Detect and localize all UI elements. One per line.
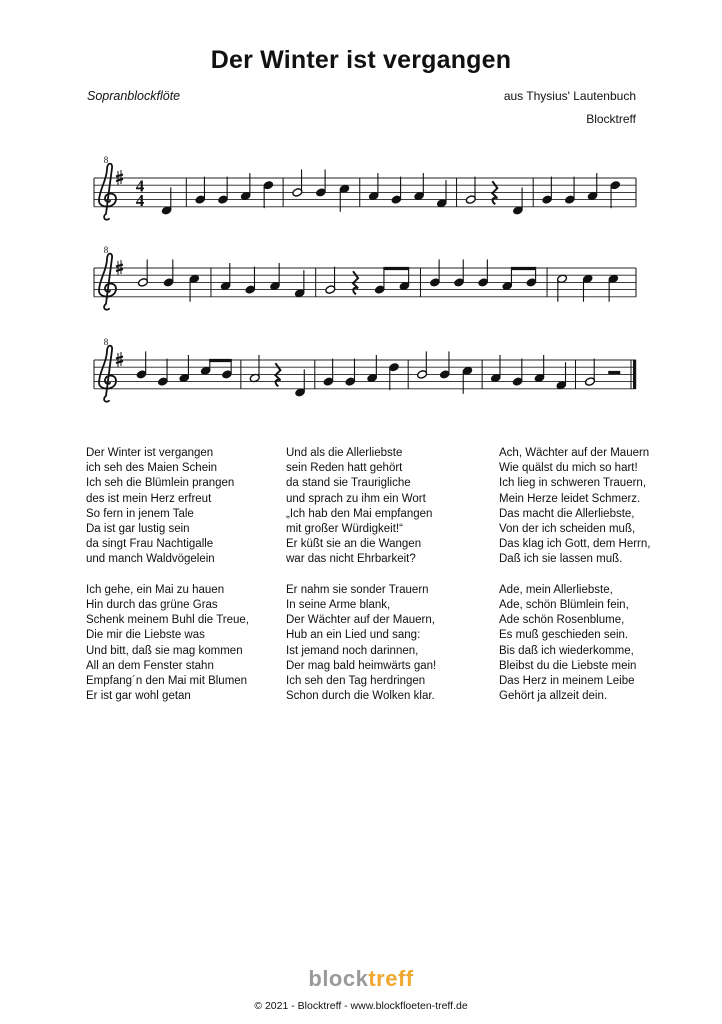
lyrics-line: Ade, mein Allerliebste, (499, 583, 613, 596)
source-label: aus Thysius' Lautenbuch (503, 89, 636, 103)
lyrics-line: Ist jemand noch darinnen, (286, 644, 419, 657)
lyrics-line: ich seh des Maien Schein (86, 462, 218, 475)
sharp-icon (116, 352, 123, 367)
lyrics-line: Das Herz in meinem Leibe (499, 675, 635, 688)
note (512, 187, 523, 215)
note (542, 177, 553, 205)
treble-clef-icon (99, 337, 116, 402)
note (325, 267, 336, 295)
lyrics-stanza (286, 583, 436, 705)
note (315, 169, 326, 197)
sharp-icon (116, 260, 123, 275)
treble-clef-icon (99, 155, 116, 220)
lyrics-line: Ach, Wächter auf der Mauern (499, 447, 650, 459)
note (269, 263, 280, 291)
note (610, 180, 621, 208)
lyrics-line: Der Winter ist vergangen (86, 447, 214, 459)
lyrics-line: Ade, schön Blümlein fein, (499, 599, 629, 612)
note (245, 267, 256, 295)
note (136, 351, 147, 379)
lyrics-line: war das nicht Ehrbarkeit? (286, 553, 416, 566)
lyrics-line: Ade schön Rosenblume, (499, 614, 625, 627)
lyrics-line: All an dem Fenster stahn (86, 659, 214, 672)
note (189, 274, 200, 302)
lyrics-line: Und bitt, daß sie mag kommen (86, 644, 243, 657)
lyrics-column-1 (86, 446, 249, 720)
lyrics-line: Ich seh den Tag herdringen (286, 675, 426, 688)
arranger-label: Blocktreff (586, 112, 636, 126)
note (195, 177, 206, 205)
lyrics-line: So fern in jenem Tale (86, 507, 194, 520)
lyrics-line: Er nahm sie sonder Trauern (286, 583, 429, 596)
lyrics-column-2 (286, 446, 436, 720)
note (217, 177, 228, 205)
note (323, 359, 334, 387)
lyrics-line: Ich lieg in schweren Trauern, (499, 477, 647, 490)
note (368, 173, 379, 201)
note (478, 259, 489, 287)
note (502, 267, 513, 291)
note (436, 180, 447, 208)
note (161, 187, 172, 215)
time-signature (136, 176, 145, 209)
note (608, 274, 619, 302)
lyrics-stanza (286, 446, 436, 568)
lyrics-line: Daß ich sie lassen muß. (499, 553, 623, 566)
lyrics-line: Das klag ich Gott, dem Herrn, (499, 538, 651, 551)
music-staff-system-2 (0, 240, 722, 330)
lyrics-line: Ich seh die Blümlein prangen (86, 477, 235, 490)
lyrics-line: Schenk meinem Buhl die Treue, (86, 614, 250, 627)
note (557, 274, 568, 302)
note (292, 169, 303, 197)
lyrics-line: Der Wächter auf der Mauern, (286, 614, 435, 627)
lyrics-stanza (499, 583, 650, 705)
lyrics-line: Er küßt sie an die Wangen (286, 538, 422, 551)
half-rest (608, 371, 620, 375)
lyrics-line: Hin durch das grüne Gras (86, 599, 218, 612)
lyrics-line: und manch Waldvögelein (86, 553, 215, 566)
lyrics-line: Wie quälst du mich so hart! (499, 462, 638, 475)
note (556, 362, 567, 390)
note (249, 355, 260, 383)
lyrics-line: Die mir die Liebste was (86, 629, 205, 642)
note (414, 173, 425, 201)
note (367, 355, 378, 383)
lyrics-line: Er ist gar wohl getan (86, 690, 191, 703)
note (374, 267, 385, 294)
lyrics-line: Mein Herze leidet Schmerz. (499, 492, 641, 505)
clef-octave-mark: 8 (103, 337, 109, 347)
lyrics-stanza (86, 583, 249, 705)
clef-octave-mark: 8 (103, 245, 109, 255)
note (294, 270, 305, 298)
lyrics-line: Und als die Allerliebste (286, 447, 403, 459)
lyrics-line: Der mag bald heimwärts gan! (286, 659, 437, 672)
note (465, 177, 476, 205)
instrument-label: Sopranblockflöte (87, 89, 181, 103)
lyrics-line: mit großer Würdigkeit!“ (286, 523, 403, 536)
note (179, 355, 190, 383)
note (163, 259, 174, 287)
svg-text:4: 4 (135, 176, 145, 196)
note (157, 359, 168, 387)
lyrics-line: da singt Frau Nachtigalle (86, 538, 214, 551)
lyrics-line: Hub an ein Lied und sang: (286, 629, 421, 642)
svg-text:4: 4 (135, 190, 145, 210)
note (137, 259, 148, 287)
note (263, 180, 274, 208)
lyrics-line: In seine Arme blank, (286, 599, 391, 612)
lyrics-line: Empfang´n den Mai mit Blumen (86, 675, 248, 688)
music-staff-system-3 (0, 332, 722, 422)
copyright-footer: © 2021 - Blocktreff - www.blockfloeten-treff.de (254, 1000, 468, 1012)
note (534, 355, 545, 383)
note (345, 359, 356, 387)
lyrics-stanza (499, 446, 650, 568)
note (391, 177, 402, 205)
note (240, 173, 251, 201)
lyrics-stanza (86, 446, 249, 568)
note (582, 274, 593, 302)
note (388, 362, 399, 390)
note (587, 173, 598, 201)
lyrics-line: sein Reden hatt gehört (286, 462, 403, 475)
lyrics-column-3 (499, 446, 650, 720)
note (295, 369, 306, 397)
lyrics-line: Das macht die Allerliebste, (499, 507, 635, 520)
song-title: Der Winter ist vergangen (210, 46, 512, 74)
note (439, 351, 450, 379)
clef-octave-mark: 8 (103, 155, 109, 165)
final-barline-thick (633, 360, 636, 389)
blocktreff-logo: blocktreff (308, 966, 414, 991)
sharp-icon (116, 170, 123, 185)
note (429, 259, 440, 287)
lyrics-line: des ist mein Herz erfreut (86, 492, 212, 505)
lyrics-line: Es muß geschieden sein. (499, 629, 629, 642)
lyrics-line: Gehört ja allzeit dein. (499, 690, 608, 703)
lyrics-line: Von der ich scheiden muß, (499, 523, 636, 536)
lyrics-line: und sprach zu ihm ein Wort (286, 492, 426, 505)
lyrics-line: da stand sie Traurigliche (286, 477, 411, 490)
lyrics-line: „Ich hab den Mai empfangen (286, 507, 433, 520)
note (417, 351, 428, 379)
lyrics-line: Bis daß ich wiederkomme, (499, 644, 634, 657)
note (462, 366, 473, 394)
note (339, 184, 350, 212)
note (585, 359, 596, 387)
lyrics-line: Bleibst du die Liebste mein (499, 659, 637, 672)
note (220, 263, 231, 291)
music-staff-system-1 (0, 150, 722, 240)
note (564, 177, 575, 205)
treble-clef-icon (99, 245, 116, 310)
note (512, 359, 523, 387)
note (399, 267, 410, 291)
note (490, 355, 501, 383)
note (454, 259, 465, 287)
lyrics-line: Da ist gar lustig sein (86, 523, 190, 536)
lyrics-line: Ich gehe, ein Mai zu hauen (86, 583, 225, 596)
lyrics-line: Schon durch die Wolken klar. (286, 690, 435, 703)
